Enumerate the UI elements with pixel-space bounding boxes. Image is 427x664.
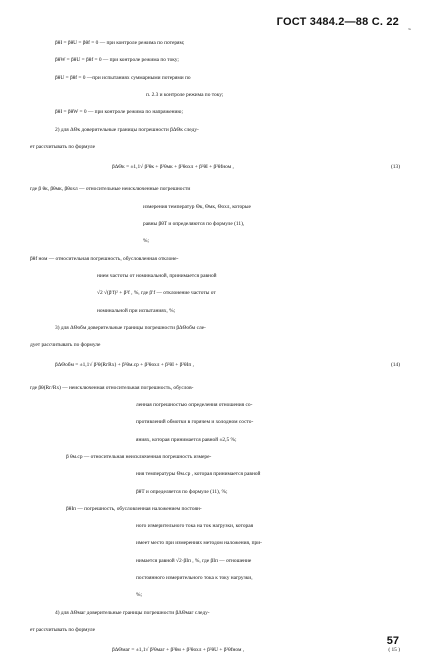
text-line: βθI = βθW = 0 — при контроле режима по напряжению;	[55, 109, 183, 116]
text-line: 2) для ΔΘк доверительные границы погрешности βΔΘк следу-	[55, 126, 199, 133]
margin-mark: ˜	[408, 27, 411, 37]
definition-line: яниях, которая принимается равной ±2,5 %;	[136, 436, 237, 443]
definition-line: где β θк, βθмк, βθохл — относительные неисключенные погрешности	[30, 186, 191, 193]
formula-14-number: (14)	[391, 362, 400, 369]
formula-15: βΔΘмаг = ±1,1√ β²θмаг + β²θм + β²θохл + β²θU + β²θfном ,	[112, 647, 245, 654]
text-line: п. 2.3 и контроле режима по току;	[146, 91, 224, 98]
text-line: ет рассчитывать по формуле	[30, 143, 96, 150]
page-header: ГОСТ 3484.2—88 С. 22	[276, 16, 399, 28]
definition-line: %;	[136, 592, 142, 599]
definition-line: нием частоты от номинальной, принимается равной	[97, 272, 217, 279]
definition-line: βθT и определяется по формуле (11), %;	[136, 488, 228, 495]
definition-line: нимается равной √2·βIп , %, где βIп — отношение	[136, 557, 252, 564]
text-line: βθI = βθU = βθf = 0 — при контроле режима по потерям;	[55, 40, 185, 46]
definition-line: ния температуры Θм.ср , которая принимается равной	[136, 471, 261, 478]
definition-line: βθIп — погрешность, обусловленная наложением постоян-	[66, 505, 202, 512]
formula-13-number: (13)	[391, 164, 400, 171]
definition-line: имеет место при измерениях методом наложения, при-	[136, 540, 262, 547]
definition-line: √2 √(β′f)² + β²f , %, где β′f — отклонение частоты от	[97, 290, 216, 297]
definition-line: ного измерительного тока на ток нагрузки, которая	[136, 523, 254, 530]
text-line: 3) для ΔΘобм доверительные границы погрешности βΔΘобм сле-	[55, 324, 206, 331]
page-number: 57	[386, 634, 399, 647]
text-line: дует рассчитывать по формуле	[30, 342, 101, 349]
formula-15-number: ( 15 )	[388, 647, 400, 654]
formula-14: βΔΘобм = ±1,1√ β²θ(RгRх) + β²θм.ср + β²θохл + β²θI + β²θIп ,	[55, 362, 194, 369]
definition-line: β θм.ср — относительная неисключенная погрешность измере-	[66, 453, 212, 460]
definition-line: где βθ(Rг/Rх) — неисключенная относительная погрешность, обуслов-	[30, 384, 194, 391]
text-line: βθW = βθU = βθf = 0 — при контроле режима по току;	[55, 57, 179, 64]
definition-line: номинальной при испытаниях, %;	[97, 307, 176, 314]
definition-line: противлений обмотки в горячем и холодном состо-	[136, 419, 254, 426]
text-line: ет рассчитывать по формуле	[30, 626, 96, 633]
text-line: 4) для ΔΘмаг доверительные границы погрешности βΔΘмаг следу-	[55, 609, 210, 616]
definition-line: постоянного измерительного тока к току нагрузки,	[136, 575, 253, 581]
formula-13: βΔΘк = ±1,1√ β²θк + β²θмк + β²θохл + β²θI + β²θfном ,	[112, 164, 234, 171]
definition-line: измерения температур Θк, Θмк, Θохл, которые	[143, 203, 251, 210]
definition-line: %;	[143, 238, 149, 245]
definition-line: равны βθT и определяются по формуле (11),	[143, 221, 245, 227]
definition-line: βθf ном — относительная погрешность, обусловленная отклоне-	[30, 255, 179, 262]
text-line: βθU = βθf = 0 —при испытаниях суммарными потерями по	[55, 74, 191, 81]
definition-line: ленная погрешностью определения отношения со-	[136, 402, 253, 408]
